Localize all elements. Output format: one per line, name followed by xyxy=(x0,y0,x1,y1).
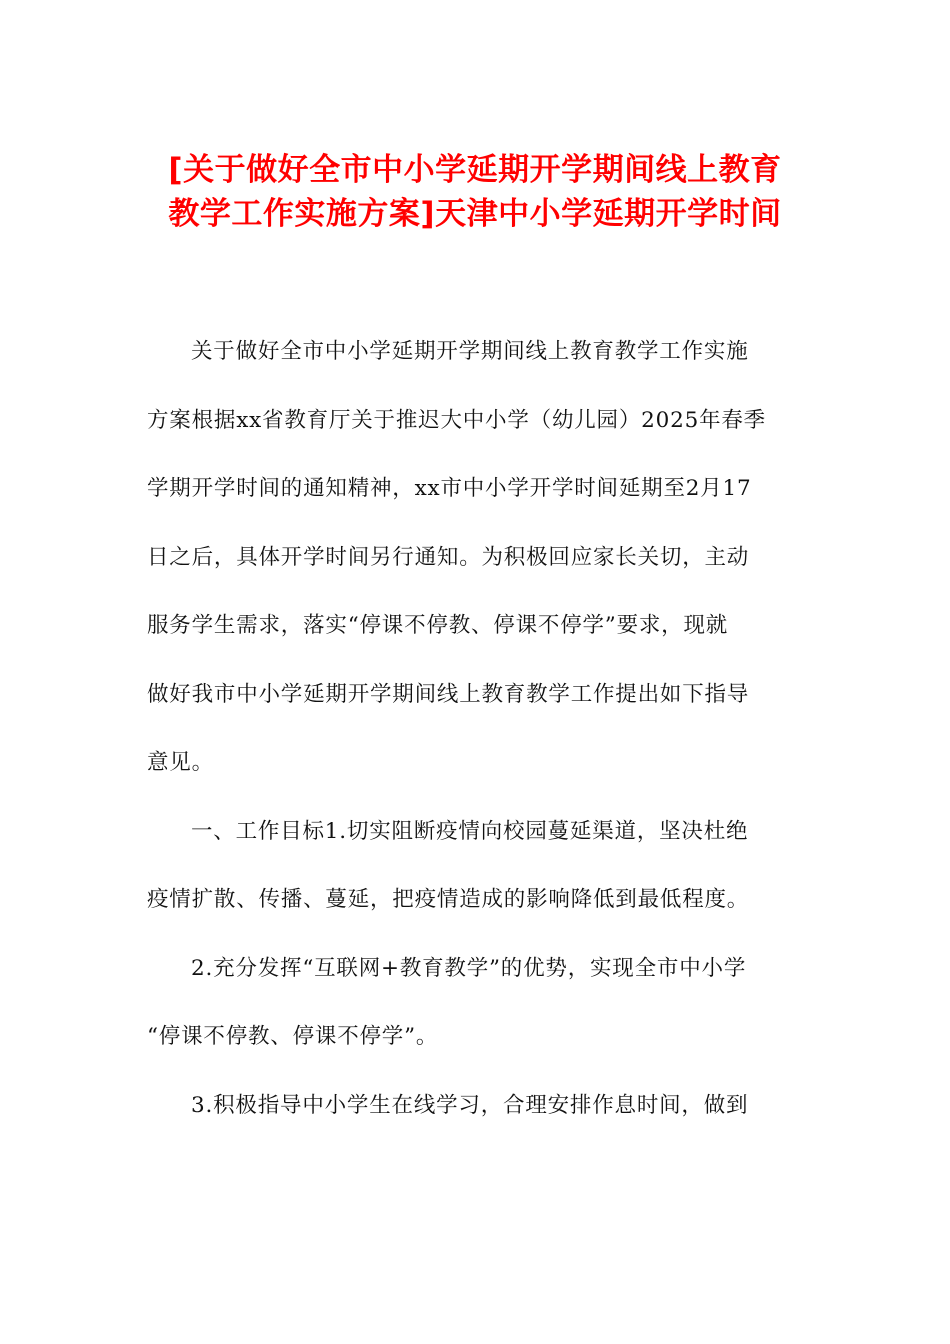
document-body xyxy=(147,322,807,1144)
paragraph-goal-1 xyxy=(147,802,807,939)
paragraph-intro xyxy=(147,322,807,802)
paragraph-goal-3 xyxy=(147,1076,807,1145)
paragraph-line: 意见。 xyxy=(147,750,214,775)
paragraph-line: 关于做好全市中小学延期开学期间线上教育教学工作实施 xyxy=(191,339,749,364)
paragraph-line: 2.充分发挥“互联网+教育教学”的优势，实现全市中小学 xyxy=(191,955,747,981)
title-line-2: 教学工作实施方案]天津中小学延期开学时间 xyxy=(168,196,782,232)
paragraph-line: 一、工作目标1.切实阻断疫情向校园蔓延渠道，坚决杜绝 xyxy=(191,818,749,844)
paragraph-line: 服务学生需求，落实“停课不停教、停课不停学”要求，现就 xyxy=(147,613,729,638)
title-line-1: [关于做好全市中小学延期开学期间线上教育 xyxy=(168,152,782,188)
document-title xyxy=(100,148,850,236)
paragraph-line: 方案根据xx省教育厅关于推迟大中小学（幼儿园）2025年春季 xyxy=(147,407,766,433)
paragraph-line: 疫情扩散、传播、蔓延，把疫情造成的影响降低到最低程度。 xyxy=(147,887,750,912)
paragraph-goal-2 xyxy=(147,939,807,1076)
paragraph-line: 学期开学时间的通知精神，xx市中小学开学时间延期至2月17 xyxy=(147,476,752,501)
paragraph-line: 做好我市中小学延期开学期间线上教育教学工作提出如下指导 xyxy=(147,681,750,707)
paragraph-line: “停课不停教、停课不停学”。 xyxy=(147,1024,439,1049)
paragraph-line: 3.积极指导中小学生在线学习，合理安排作息时间，做到 xyxy=(191,1092,749,1118)
paragraph-line: 日之后，具体开学时间另行通知。为积极回应家长关切，主动 xyxy=(147,544,750,570)
